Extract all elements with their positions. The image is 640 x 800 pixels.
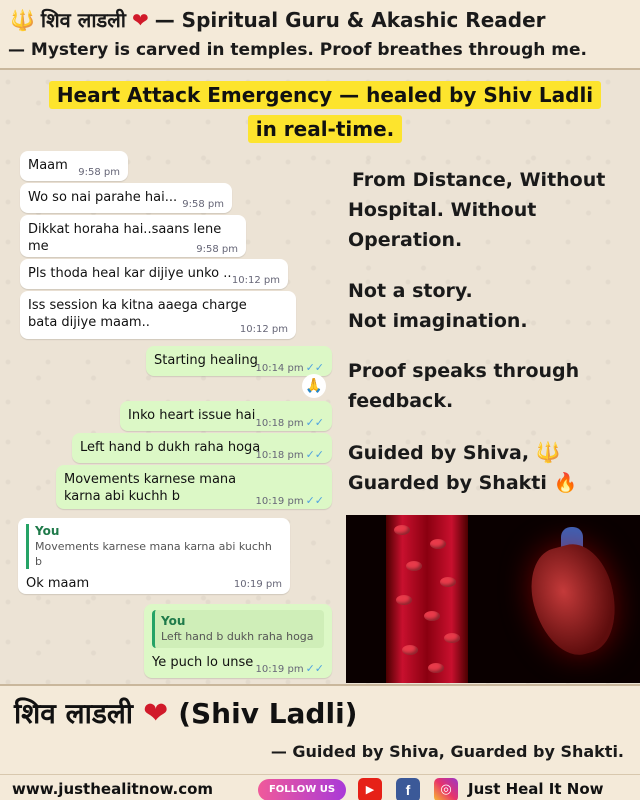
youtube-icon[interactable]: ▶ xyxy=(358,778,382,800)
quote-text: Left hand b dukh raha hoga xyxy=(161,630,314,643)
side-text-distance: From Distance, Without xyxy=(352,169,606,191)
trishul-icon: 🔱 xyxy=(10,7,35,32)
chat-message-out[interactable] xyxy=(72,433,332,463)
brand-name xyxy=(14,694,357,732)
chat-message-in[interactable] xyxy=(20,183,232,213)
praying-hands-reaction-icon[interactable]: 🙏 xyxy=(302,374,326,398)
message-text: Left hand b dukh raha hoga xyxy=(80,440,261,455)
message-text: Pls thoda heal kar dijiye unko .. xyxy=(28,266,232,281)
message-text: Iss session ka kitna aaega charge bata dijiye maam.. xyxy=(28,298,247,330)
account-name[interactable]: Just Heal It Now xyxy=(468,779,604,798)
blood-vessel-heart-image xyxy=(346,515,640,683)
read-tick-icon: ✓✓ xyxy=(305,662,324,675)
message-time: 10:12 pm xyxy=(239,324,288,335)
chat-message-in-reply[interactable] xyxy=(18,518,290,594)
top-banner xyxy=(0,0,640,70)
message-text: Starting healing xyxy=(154,353,258,368)
brand-english: (Shiv Ladli) xyxy=(178,696,358,730)
quote-author: You xyxy=(35,524,60,538)
website-link[interactable]: www.justhealitnow.com xyxy=(12,779,214,798)
side-text-proof: Proof speaks through feedback. xyxy=(348,360,580,412)
chat-message-out[interactable] xyxy=(56,465,332,509)
anatomical-heart xyxy=(521,537,627,664)
message-text: Maam xyxy=(28,158,68,173)
read-tick-icon: ✓✓ xyxy=(305,494,324,507)
footer xyxy=(0,774,640,800)
message-text: Ye puch lo unse xyxy=(152,655,254,670)
message-time: 10:14 pm ✓✓ xyxy=(255,361,324,374)
message-text: Dikkat horaha hai..saans lene me xyxy=(28,222,222,254)
facebook-icon[interactable]: f xyxy=(396,778,420,800)
instagram-icon[interactable]: ◎ xyxy=(434,778,458,800)
message-time: 10:12 pm xyxy=(231,275,280,286)
heart-icon: ❤ xyxy=(131,7,149,32)
title-rest: — Spiritual Guru & Akashic Reader xyxy=(154,7,546,32)
blood-vessel xyxy=(386,515,468,683)
message-time: 10:19 pm xyxy=(233,579,282,590)
chat-message-in[interactable] xyxy=(20,151,128,181)
page-subtitle: — Mystery is carved in temples. Proof breathes through me. xyxy=(8,40,587,60)
read-tick-icon: ✓✓ xyxy=(305,416,324,429)
chat-message-out[interactable] xyxy=(120,401,332,431)
page-title xyxy=(10,6,546,33)
heart-icon: ❤ xyxy=(143,695,169,731)
title-hindi: शिव लाडली xyxy=(40,8,126,32)
message-text: Ok maam xyxy=(26,576,90,591)
message-time: 10:18 pm ✓✓ xyxy=(255,416,324,429)
trishul-icon: 🔱 xyxy=(535,440,561,464)
message-text: Wo so nai parahe hai... xyxy=(28,190,178,205)
bottom-banner xyxy=(0,684,640,800)
message-time: 9:58 pm xyxy=(182,199,224,210)
chat-message-out-reply[interactable] xyxy=(144,604,332,678)
chat-message-in[interactable] xyxy=(20,215,246,257)
side-text-hospital: Hospital. Without Operation. xyxy=(348,199,537,251)
message-time: 10:18 pm ✓✓ xyxy=(255,448,324,461)
chat-message-out[interactable] xyxy=(146,346,332,376)
brand-hindi: शिव लाडली xyxy=(14,697,134,730)
flame-icon: 🔥 xyxy=(553,472,578,494)
side-text-not-story: Not a story. Not imagination. xyxy=(348,280,528,332)
message-time: 9:58 pm xyxy=(196,244,238,255)
read-tick-icon: ✓✓ xyxy=(305,448,324,461)
message-time: 10:19 pm ✓✓ xyxy=(255,662,324,675)
chat-message-in[interactable] xyxy=(20,259,288,289)
quote-author: You xyxy=(161,614,186,628)
message-text: Inko heart issue hai xyxy=(128,408,256,423)
brand-tagline: — Guided by Shiva, Guarded by Shakti. xyxy=(270,742,624,761)
quoted-message[interactable] xyxy=(26,524,282,569)
read-tick-icon: ✓✓ xyxy=(305,361,324,374)
headline xyxy=(28,78,622,146)
headline-line2: in real-time. xyxy=(248,115,403,143)
quote-text: Movements karnese mana karna abi kuchh b xyxy=(35,540,272,568)
chat-message-in[interactable] xyxy=(20,291,296,339)
message-time: 9:58 pm xyxy=(78,167,120,178)
quoted-message[interactable] xyxy=(152,610,324,648)
headline-line1: Heart Attack Emergency — healed by Shiv Ladli xyxy=(49,81,601,109)
message-time: 10:19 pm ✓✓ xyxy=(255,494,324,507)
follow-us-button[interactable]: FOLLOW US xyxy=(258,779,346,800)
message-text: Movements karnese mana karna abi kuchh b xyxy=(64,472,237,504)
side-text-guided: Guided by Shiva, 🔱 Guarded by Shakti 🔥 xyxy=(348,440,578,494)
